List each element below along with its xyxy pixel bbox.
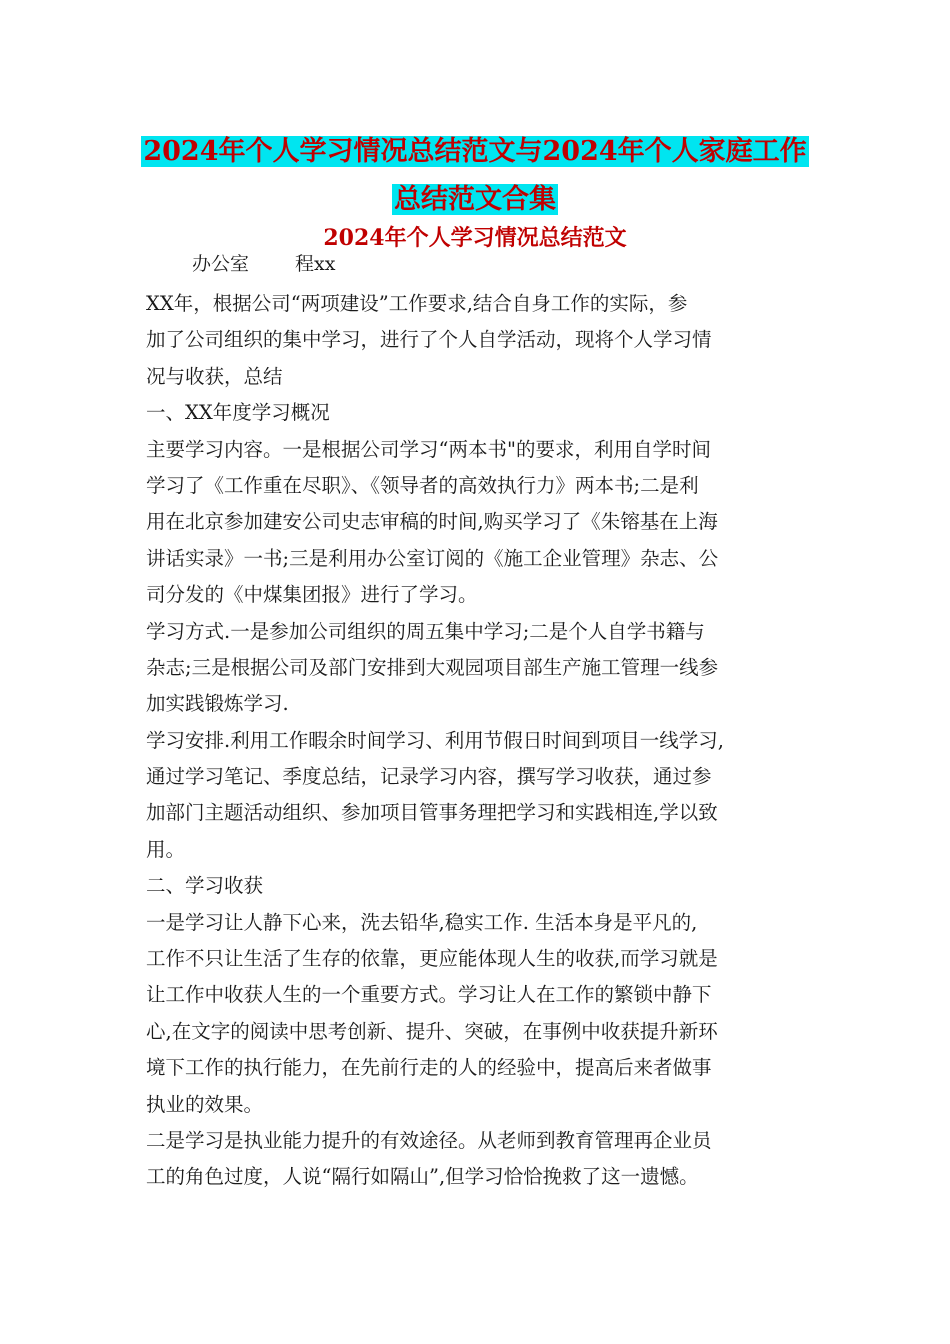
author-name: 程xx (295, 253, 336, 275)
text-line: 杂志;三是根据公司及部门安排到大观园项目部生产施工管理一线参 (146, 655, 719, 679)
author-line (192, 250, 335, 278)
title-line-2 (140, 176, 810, 224)
text-line: 二是学习是执业能力提升的有效途径。从老师到教育管理再企业员 (146, 1128, 712, 1152)
text-line: 二、学习收获 (146, 874, 264, 898)
document-body (146, 286, 816, 1196)
text-line: 工的角色过度，人说“隔行如隔山”,但学习恰恰挽救了这一遗憾。 (146, 1165, 699, 1189)
text-line: 境下工作的执行能力，在先前行走的人的经验中，提高后来者做事 (146, 1056, 712, 1080)
text-line: 执业的效果。 (146, 1092, 264, 1116)
section-title: 2024年个人学习情况总结范文 (323, 225, 627, 251)
text-line: 用在北京参加建安公司史志审稿的时间,购买学习了《朱镕基在上海 (146, 510, 718, 534)
text-line: 加实践锻炼学习. (146, 692, 289, 716)
title-highlight: 总结范文合集 (394, 184, 556, 215)
text-line: 主要学习内容。一是根据公司学习“两本书"的要求，利用自学时间 (146, 437, 711, 461)
text-line: 讲话实录》一书;三是利用办公室订阅的《施工企业管理》杂志、公 (146, 546, 719, 570)
text-line: 加了公司组织的集中学习，进行了个人自学活动，现将个人学习情 (146, 328, 712, 352)
text-line: XX年，根据公司“两项建设”工作要求,结合自身工作的实际，参 (146, 292, 688, 315)
text-line: 况与收获，总结 (146, 364, 283, 388)
text-line: 一、XX年度学习概况 (146, 401, 330, 425)
text-line: 学习安排.利用工作暇余时间学习、利用节假日时间到项目一线学习, (146, 728, 724, 752)
text-line: 司分发的《中煤集团报》进行了学习。 (146, 583, 478, 607)
author-dept: 办公室 (192, 253, 250, 275)
text-line: 心,在文字的阅读中思考创新、提升、突破，在事例中收获提升新环 (146, 1019, 718, 1043)
text-line: 学习了《工作重在尽职》、《领导者的高效执行力》两本书;二是利 (146, 473, 699, 497)
document-title (140, 128, 810, 224)
text-line: 加部门主题活动组织、参加项目管事务理把学习和实践相连,学以致 (146, 801, 718, 825)
title-line-1 (140, 128, 810, 176)
text-line: 用。 (146, 837, 186, 861)
text-line: 学习方式.一是参加公司组织的周五集中学习;二是个人自学书籍与 (146, 619, 705, 643)
text-line: 通过学习笔记、季度总结，记录学习内容，撰写学习收获，通过参 (146, 765, 712, 789)
title-highlight: 2024年个人学习情况总结范文与2024年个人家庭工作 (143, 136, 807, 167)
text-line: 让工作中收获人生的一个重要方式。学习让人在工作的繁锁中静下 (146, 983, 712, 1007)
text-line: 工作不只让生活了生存的依靠，更应能体现人生的收获,而学习就是 (146, 947, 718, 971)
text-line: 一是学习让人静下心来，洗去铅华,稳实工作. 生活本身是平凡的, (146, 910, 698, 934)
